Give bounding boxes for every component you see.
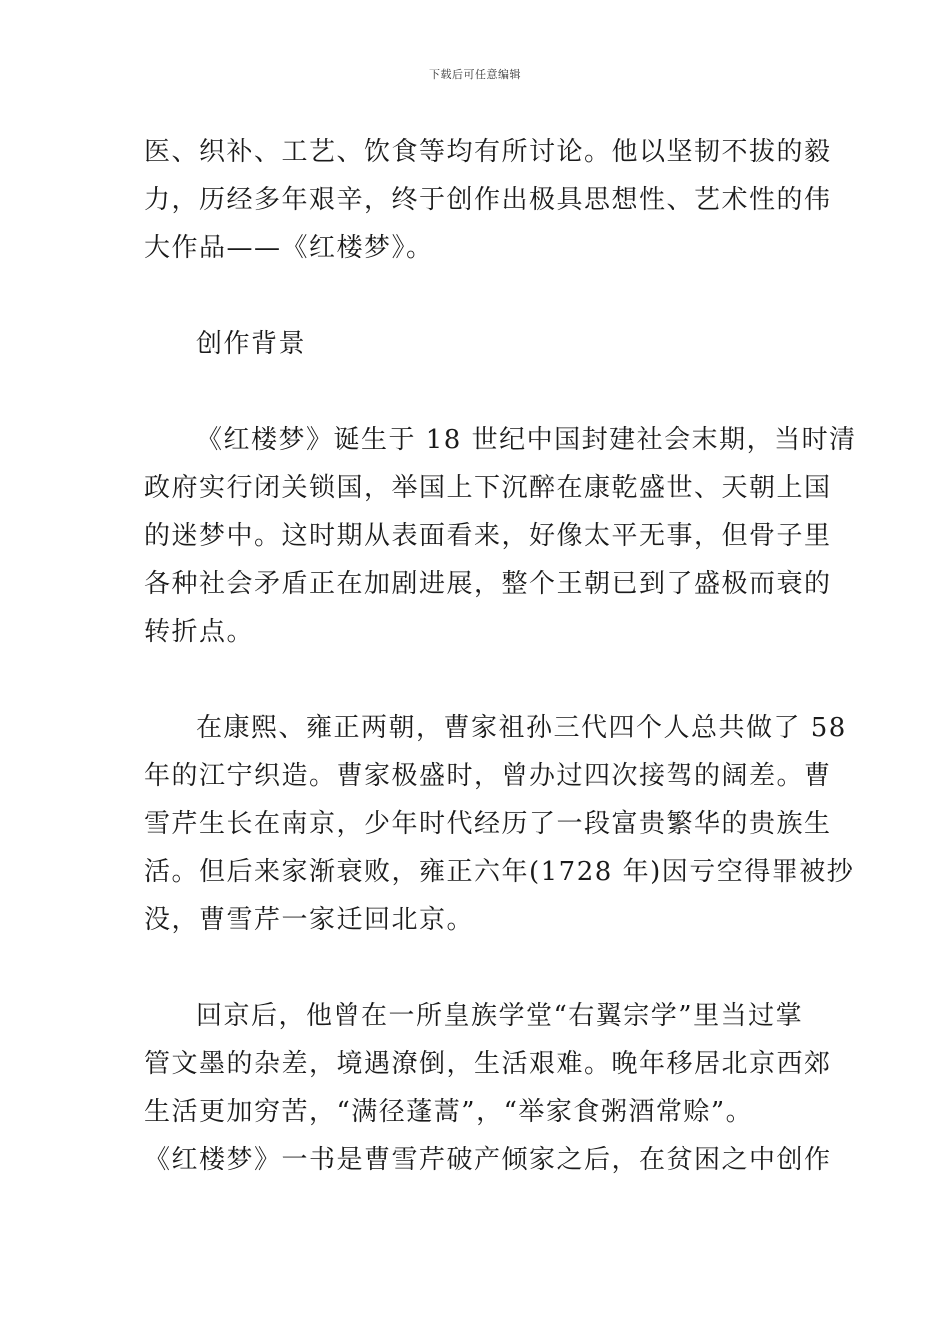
text-line: 活。但后来家渐衰败，雍正六年(1728 年)因亏空得罪被抄 [144,857,855,887]
paragraph-3 [144,704,855,944]
text-line: 雪芹生长在南京，少年时代经历了一段富贵繁华的贵族生 [144,809,832,839]
text-line: 政府实行闭关锁国，举国上下沉醉在康乾盛世、天朝上国 [144,473,832,503]
text-line: 生活更加穷苦，“满径蓬蒿”，“举家食粥酒常赊”。 [144,1097,754,1127]
text-line: 年的江宁织造。曹家极盛时，曾办过四次接驾的阔差。曹 [144,761,832,791]
text-line: 没，曹雪芹一家迁回北京。 [144,905,475,935]
section-heading [144,320,810,368]
text-line: 力，历经多年艰辛，终于创作出极具思想性、艺术性的伟 [144,185,832,215]
text-line: 各种社会矛盾正在加剧进展，整个王朝已到了盛极而衰的 [144,569,832,599]
text-line: 回京后，他曾在一所皇族学堂“右翼宗学”里当过掌 [196,1001,804,1031]
text-line: 《红楼梦》诞生于 18 世纪中国封建社会末期，当时清 [196,425,857,455]
paragraph-1 [144,128,832,272]
section-heading-text: 创作背景 [196,329,307,359]
text-line: 大作品——《红楼梦》。 [144,233,434,263]
text-line: 医、织补、工艺、饮食等均有所讨论。他以坚韧不拔的毅 [144,137,832,167]
text-line: 转折点。 [144,617,255,647]
page-header: 下载后可任意编辑 [429,68,521,81]
paragraph-2 [144,416,857,656]
document-body [144,128,857,1232]
text-line: 在康熙、雍正两朝，曹家祖孙三代四个人总共做了 58 [196,713,847,743]
text-line: 管文墨的杂差，境遇潦倒，生活艰难。晚年移居北京西郊 [144,1049,832,1079]
text-line: 的迷梦中。这时期从表面看来，好像太平无事，但骨子里 [144,521,832,551]
text-line: 《红楼梦》一书是曹雪芹破产倾家之后，在贫困之中创作 [144,1145,832,1175]
paragraph-4 [144,992,832,1184]
